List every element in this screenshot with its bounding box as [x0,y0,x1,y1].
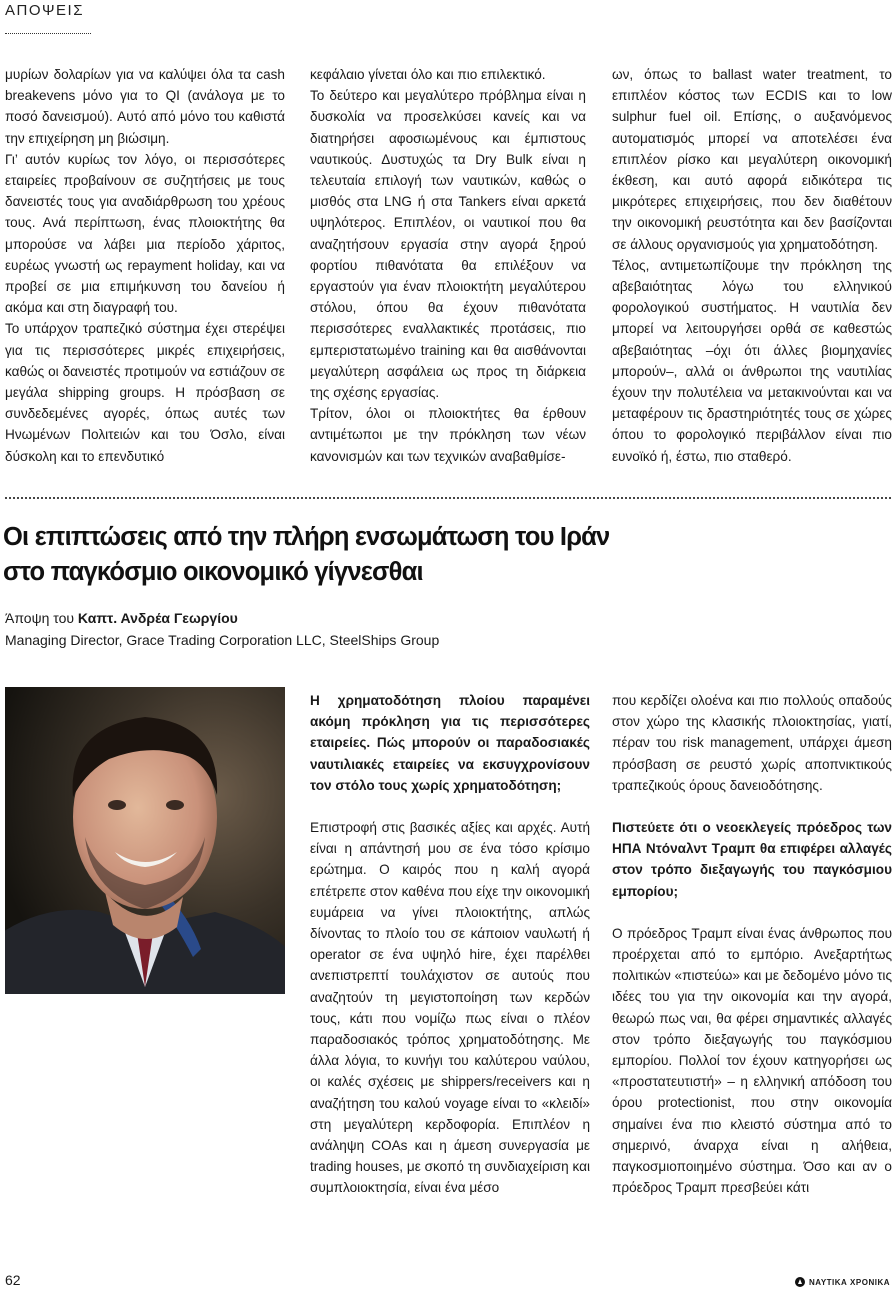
paragraph: Τρίτον, όλοι οι πλοιοκτήτες θα έρθουν αντιμέτωποι με την πρόκληση των νέων κανονισμών και των τεχνικών αναβαθμίσε- [310,406,586,464]
paragraph: μυρίων δολαρίων για να καλύψει όλα τα cash breakevens μόνο για το QI (ανάλογα με το ποσό δανεισμού). Αυτό από μόνο του καθιστά την επιχείρηση μη βιώσιμη. [5,67,285,146]
byline-prefix: Άποψη του [5,610,78,626]
prev-article-column-3 [612,64,892,467]
brand-logo-icon [795,1277,805,1287]
brand-name: ΝΑΥΤΙΚΑ ΧΡΟΝΙΚΑ [809,1277,890,1287]
page-number: 62 [5,1272,21,1288]
headline-line-2: στο παγκόσμιο οικονομικό γίγνεσθαι [3,558,423,586]
author-photo [5,687,285,994]
prev-article-column-2 [310,64,586,467]
author-title: Managing Director, Grace Trading Corporation LLC, SteelShips Group [5,632,440,648]
portrait-image [5,687,285,994]
paragraph: Γι’ αυτόν κυρίως τον λόγο, οι περισσότερες εταιρείες προβαίνουν σε συζητήσεις με τους δανειστές τους για αναδιάρθρωση του χρέους τους. Ανά περίπτωση, ένας πλοιοκτήτης θα μπορούσε να λάβει μια περίοδο χάριτος, ευρέως γνωστή ως repayment holiday, και να προβεί σε μια επιμήκυνση του δανείου ή ακόμα και στη διαγραφή του. [5,151,285,316]
answer-1-continued: που κερδίζει ολοένα και πιο πολλούς οπαδούς στον χώρο της κλασικής πλοιοκτησίας, γιατί, πέραν του risk management, υπάρχει άμεση πρόσβαση σε ρευστό χωρίς αποπνικτικούς τραπεζικούς όρους δανειοδότησης. [612,693,892,793]
author-name: Καπτ. Ανδρέα Γεωργίου [77,610,238,626]
question-2: Πιστεύετε ότι ο νεοεκλεγείς πρόεδρος των ΗΠΑ Ντόναλντ Τραμπ θα επιφέρει αλλαγές στον τρόπο διεξαγωγής του παγκόσμιου εμπορίου; [612,820,892,899]
paragraph: Το δεύτερο και μεγαλύτερο πρόβλημα είναι η δυσκολία να προσελκύσει κανείς και να διατηρήσει αφοσιωμένους και έμπιστους ναυτικούς. Δυστυχώς τα Dry Bulk είναι η τελευταία επιλογή των ναυτικών, καθώς ο μισθός στα LNG ή στα Tankers είναι αρκετά υψηλότερος. Επιπλέον, οι ναυτικοί που θα αναζητήσουν εργασία στην αγορά ξηρού φορτίου πιθανότατα θα επιλέξουν να εργαστούν για έναν πλοιοκτήτη μεγαλύτερου στόλου, όπου θα έχουν πιθανότατα περισσότερες εναλλακτικές προτάσεις, πιο εμπεριστατωμένο training και θα αισθάνονται μεγαλύτερη ασφάλεια ως προς τη διάρκεια της σχέσης εργασίας. [310,88,586,401]
answer-1: Επιστροφή στις βασικές αξίες και αρχές. Αυτή είναι η απάντησή μου σε ένα τόσο κρίσιμο ερώτημα. Ο καιρός που η καλή αγορά επέτρεπε στον καθένα που είχε την οικονομική ευμάρεια να γίνει πλοιοκτήτης, απλώς δίνοντας το πλοίο του σε κάποιον ναυλωτή ή operator σε ένα υψηλό hire, έχει παρέλθει ανεπιστρεπτί τουλάχιστον σε αυτούς που αναζητούν τη μεγιστοποίηση των κερδών τους, κάτι που νομίζω πως είναι ο πλέον παραδοσιακός τρόπος χρηματοδότησης. Με άλλα λόγια, το κυνήγι του καλύτερου ναύλου, οι καλές σχέσεις με shippers/receivers και η αναζήτηση του καλού voyage είναι το «κλειδί» στη μεγαλύτερη κερδοφορία. Επιπλέον η ανάληψη COAs και η άμεση συνεργασία με trading houses, με σκοπό τη συνδιαχείριση και συμπλοιοκτησία, είναι ένα μέσο [310,820,590,1196]
prev-article-column-1 [5,64,285,467]
article-divider [5,497,891,499]
paragraph: Το υπάρχον τραπεζικό σύστημα έχει στερέψει για τις περισσότερες μικρές επιχειρήσεις, καθώς οι δανειστές προτιμούν να εστιάζουν σε μεγάλα shipping groups. Η πρόσβαση σε συνδεδεμένες αγορές, όπως αυτές των Ηνωμένων Πολιτειών και του Όσλο, είναι δύσκολη και το επενδυτικό [5,321,285,464]
byline [5,607,439,651]
paragraph: κεφάλαιο γίνεται όλο και πιο επιλεκτικό. [310,67,546,82]
paragraph: ων, όπως το ballast water treatment, το επιπλέον κόστος των ECDIS και το low sulphur fuel oil. Επίσης, ο αυξανόμενος αυτοματισμός μπορεί να αποτελέσει ένα επιπλέον ρίσκο και μεγαλύτερη οικονομική έκθεση, και αυτό αφορά ειδικότερα τις μικρότερες επιχειρήσεις, που δεν διαθέτουν την οικονομική ρευστότητα και δεν βασίζονται σε άλλους οργανισμούς για χρηματοδότηση. [612,67,892,252]
interview-column-2 [612,690,892,1198]
answer-2: Ο πρόεδρος Τραμπ είναι ένας άνθρωπος που προέρχεται από το εμπόριο. Ανεξαρτήτως πολιτικών «πιστεύω» και με δεδομένο μόνο τις ιδέες του για την οικονομία και την αγορά, θεωρώ πως ναι, θα φέρει σημαντικές αλλαγές στον τρόπο διεξαγωγής του παγκόσμιου εμπορίου. Πολλοί τον έχουν κατηγορήσει ως «προστατευτιστή» – η ελληνική απόδοση του όρου protectionist, που στην οικονομία σημαίνει ένα πιο κλειστό σύστημα από το σημερινό, άναρχα είναι η αλήθεια, παγκοσμιοποιημένο σύστημα. Όσο και αν ο πρόεδρος Τραμπ πρεσβεύει κάτι [612,925,892,1196]
section-rule [5,33,91,34]
publication-brand [795,1277,890,1287]
headline-line-1: Οι επιπτώσεις από την πλήρη ενσωμάτωση του Ιράν [3,523,610,551]
interview-column-1 [310,690,590,1199]
article-headline [3,520,883,590]
question-1: Η χρηματοδότηση πλοίου παραμένει ακόμη πρόκληση για τις περισσότερες εταιρείες. Πώς μπορούν οι παραδοσιακές ναυτιλιακές εταιρείες να εκσυγχρονίσουν τον στόλο τους χωρίς χρηματοδότηση; [310,693,590,793]
paragraph: Τέλος, αντιμετωπίζουμε την πρόκληση της αβεβαιότητας λόγω του ελληνικού φορολογικού συστήματος. Η ναυτιλία δεν μπορεί να λειτουργήσει ορθά σε καθεστώς αβεβαιότητας –όχι ότι άλλες βιομηχανίες μπορούν–, αλλά οι άνθρωποι της ναυτιλίας έχουν την πολυτέλεια να μετακινούνται και να μεταφέρουν τις δραστηριότητές τους σε χώρες όπου το φορολογικό περιβάλλον είναι πιο ευνοϊκό ή, έστω, πιο σταθερό. [612,257,892,464]
section-label: ΑΠΟΨΕΙΣ [5,2,84,19]
